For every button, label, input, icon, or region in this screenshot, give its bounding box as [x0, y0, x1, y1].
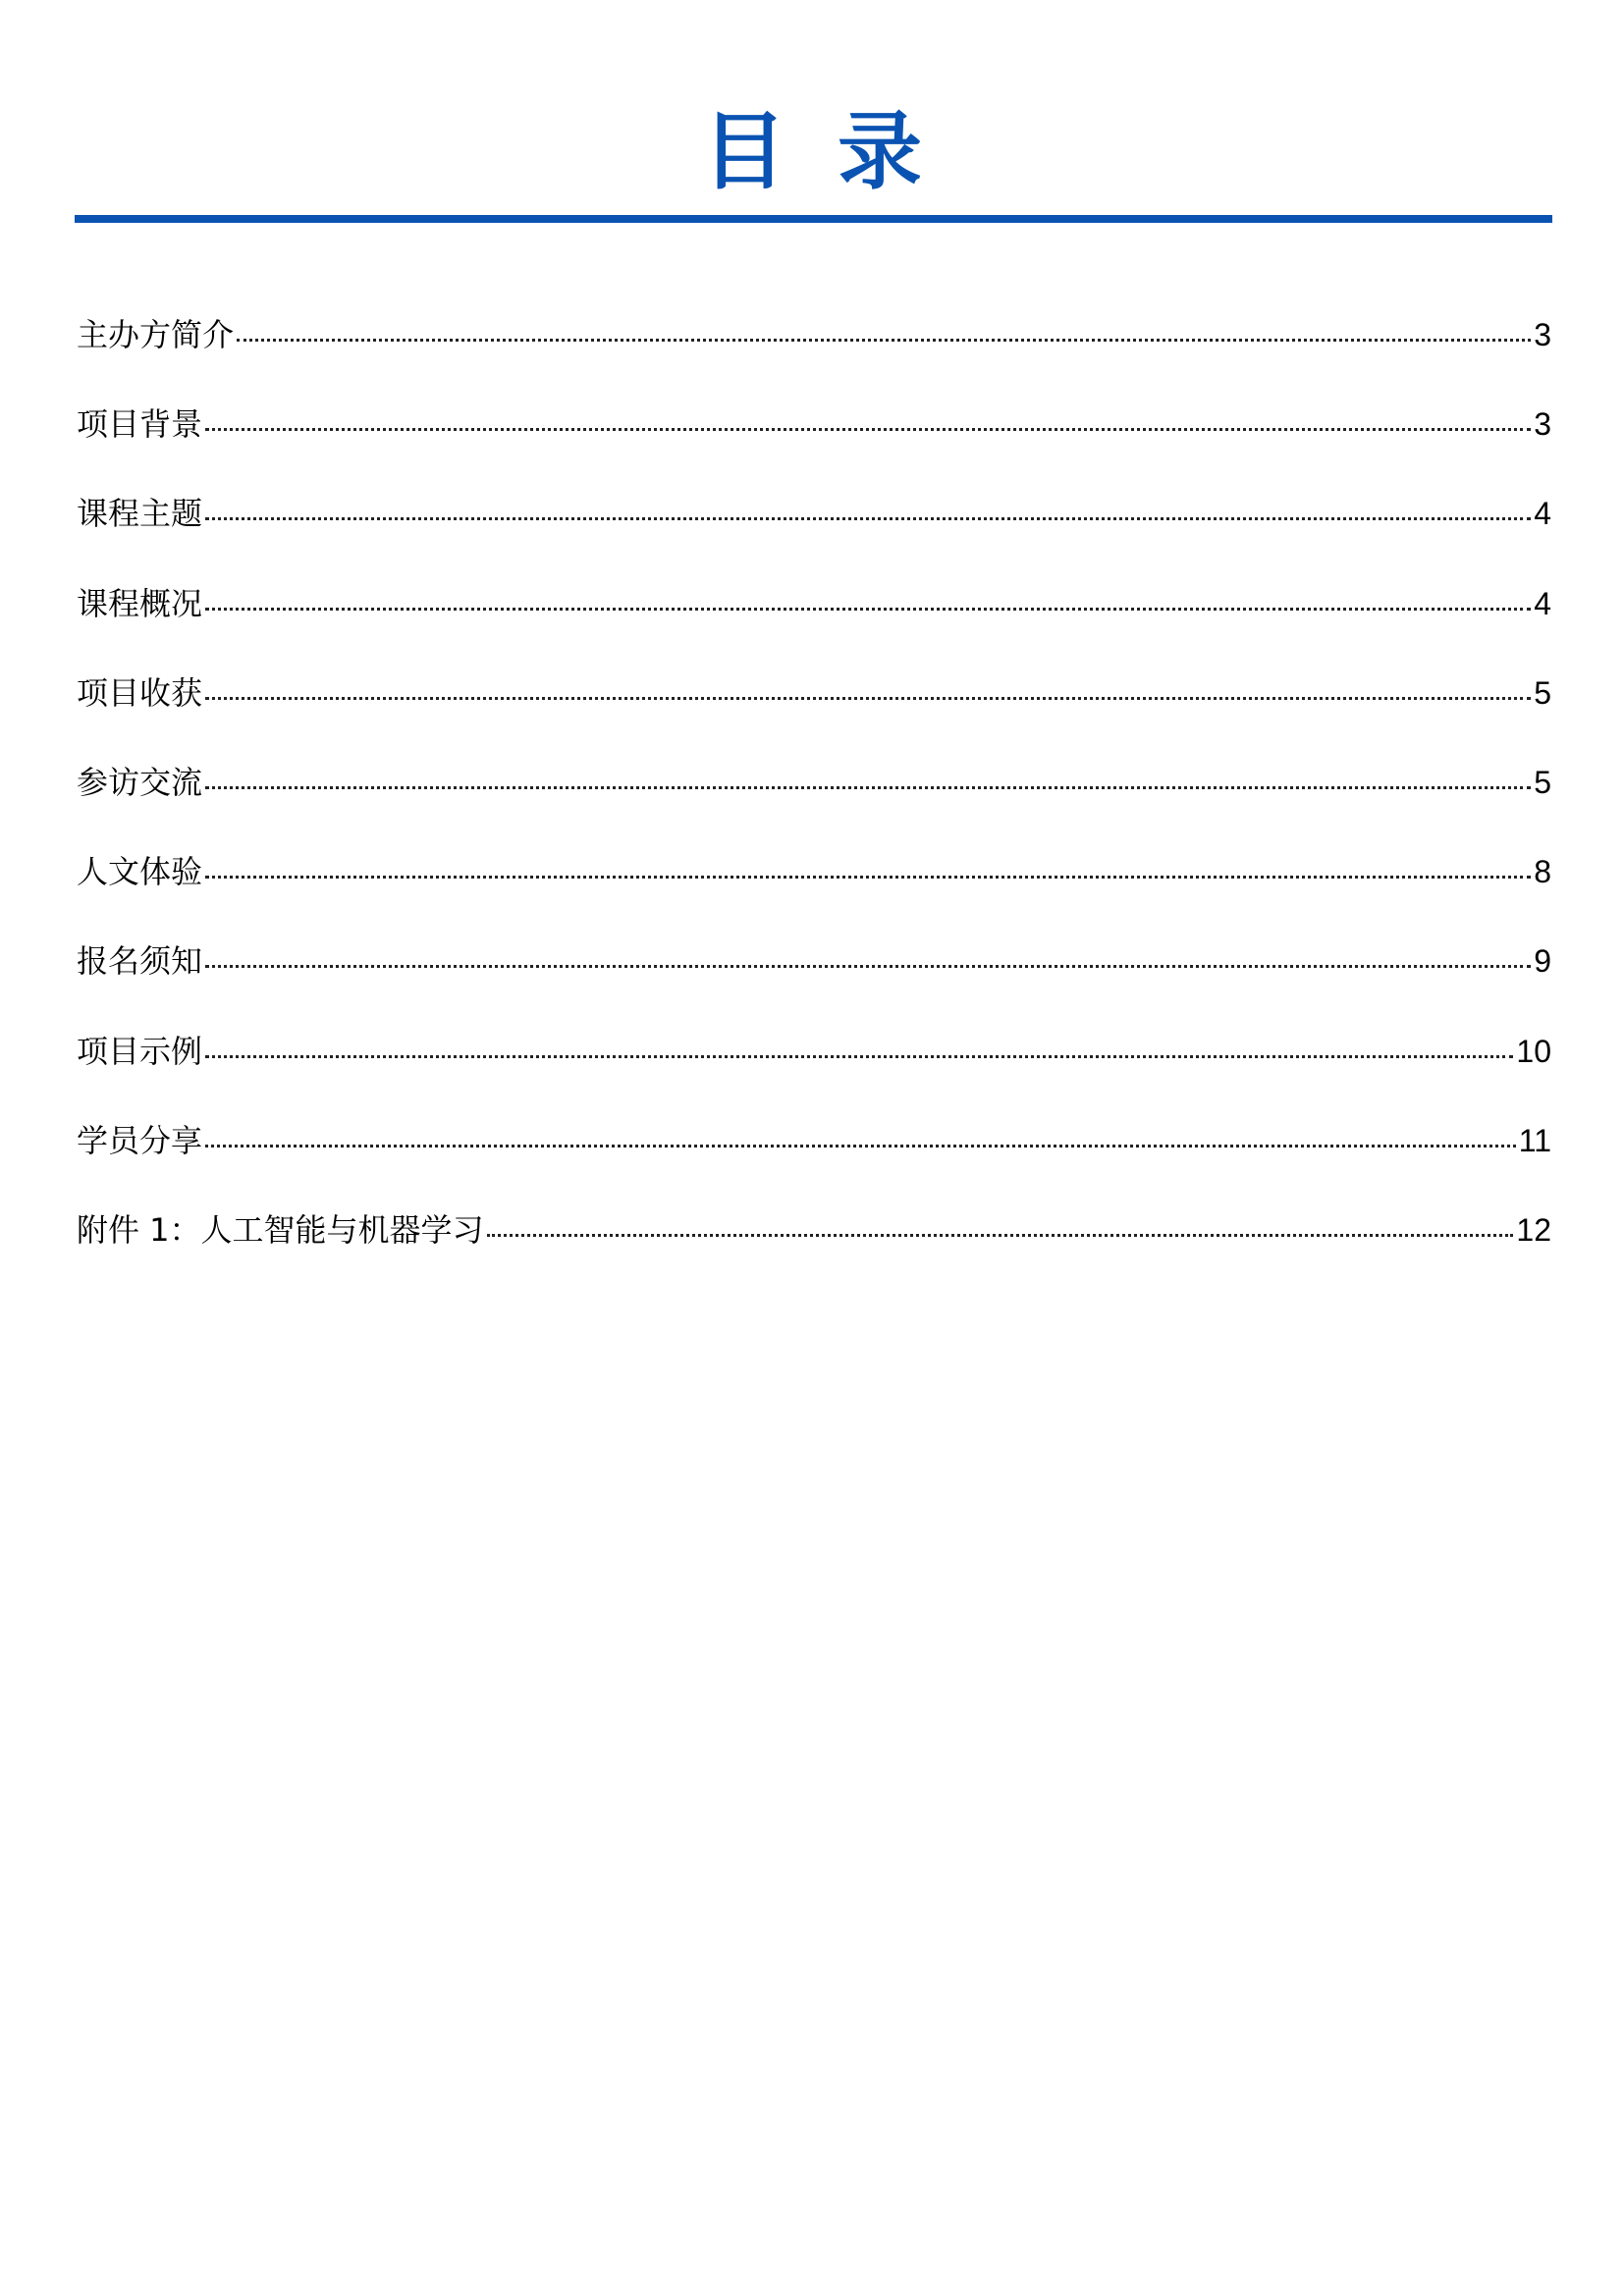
toc-entry-label: 项目背景	[77, 405, 203, 444]
table-of-contents	[77, 310, 1551, 1295]
toc-entry[interactable]	[77, 579, 1551, 668]
toc-entry-page: 3	[1534, 317, 1551, 352]
toc-entry-label: 课程概况	[77, 584, 203, 622]
toc-dot-leader	[205, 428, 1531, 431]
toc-entry-page: 9	[1534, 943, 1551, 980]
title-divider	[75, 215, 1552, 223]
toc-entry-page: 11	[1518, 1122, 1551, 1158]
toc-entry[interactable]	[77, 847, 1551, 936]
toc-entry-label: 人文体验	[77, 853, 203, 891]
toc-dot-leader	[205, 965, 1531, 968]
toc-entry-page: 4	[1534, 585, 1551, 621]
toc-dot-leader	[205, 517, 1531, 520]
toc-entry-page: 8	[1534, 854, 1551, 890]
toc-entry-page: 10	[1516, 1033, 1551, 1069]
toc-entry-page: 5	[1534, 674, 1551, 711]
toc-entry-page: 5	[1534, 764, 1551, 800]
toc-dot-leader	[237, 339, 1531, 342]
toc-entry-label: 课程主题	[77, 495, 203, 533]
toc-entry-page: 4	[1534, 496, 1551, 532]
toc-entry[interactable]	[77, 310, 1551, 400]
toc-entry[interactable]	[77, 1205, 1551, 1295]
toc-entry[interactable]	[77, 936, 1551, 1026]
toc-dot-leader	[205, 697, 1531, 700]
toc-entry-label: 附件 1：人工智能与机器学习	[77, 1210, 484, 1249]
toc-entry[interactable]	[77, 1116, 1551, 1205]
toc-entry-label: 学员分享	[77, 1121, 203, 1159]
toc-entry[interactable]	[77, 758, 1551, 847]
toc-dot-leader	[205, 608, 1531, 611]
toc-entry-label: 参访交流	[77, 763, 203, 801]
toc-entry-label: 项目收获	[77, 673, 203, 712]
toc-dot-leader	[205, 1055, 1513, 1058]
toc-entry[interactable]	[77, 1027, 1551, 1116]
page-title: 目录	[702, 103, 973, 201]
toc-entry-label: 报名须知	[77, 942, 203, 981]
toc-entry[interactable]	[77, 400, 1551, 489]
toc-entry-page: 12	[1516, 1211, 1551, 1248]
toc-entry-label: 主办方简介	[77, 316, 235, 353]
toc-entry[interactable]	[77, 489, 1551, 578]
toc-dot-leader	[205, 876, 1531, 879]
toc-dot-leader	[205, 786, 1531, 789]
toc-entry-page: 3	[1534, 406, 1551, 443]
toc-entry[interactable]	[77, 668, 1551, 758]
toc-entry-label: 项目示例	[77, 1032, 203, 1070]
toc-dot-leader	[205, 1145, 1516, 1148]
toc-dot-leader	[487, 1234, 1514, 1237]
